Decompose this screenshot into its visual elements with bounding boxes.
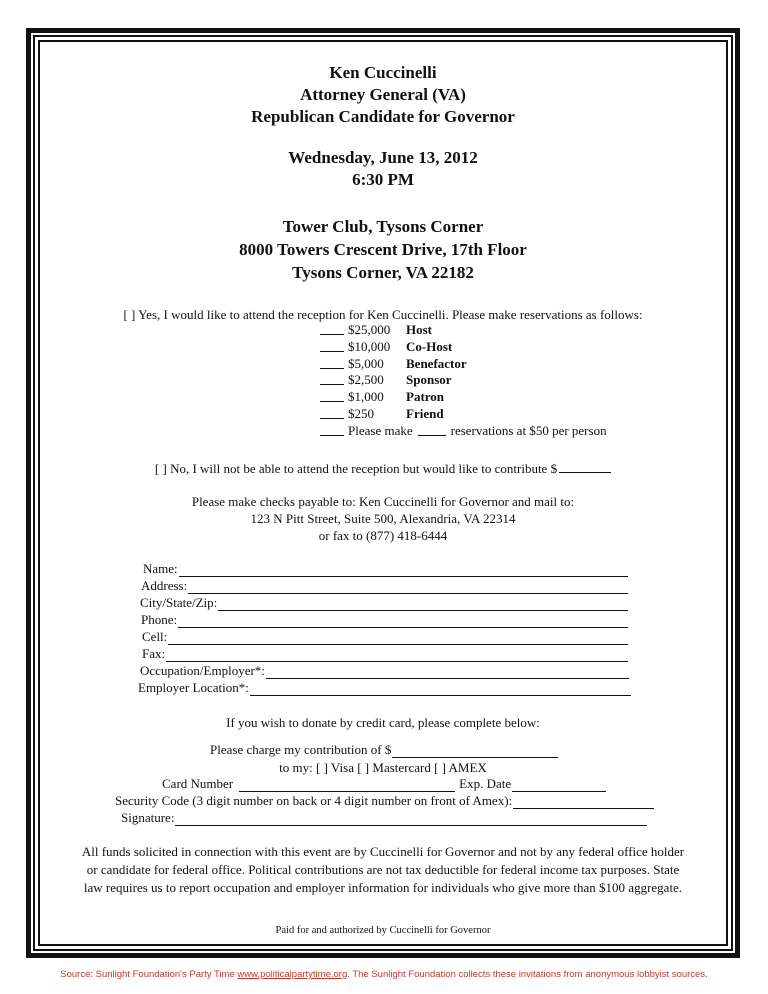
level-amount: $2,500 [348, 372, 384, 388]
source-attribution [0, 969, 768, 980]
occupation-employer-label: Occupation/Employer*: [140, 663, 265, 678]
rsvp-no-option[interactable] [40, 460, 726, 477]
address-field[interactable] [141, 578, 628, 594]
card-number-row [162, 776, 606, 792]
level-amount: $250 [348, 405, 374, 421]
level-row[interactable] [320, 372, 607, 389]
per-person-prefix: Please make [348, 422, 413, 438]
mail-address: 123 N Pitt Street, Suite 500, Alexandria, VA 22314 [250, 511, 516, 526]
candidate-candidacy: Republican Candidate for Governor [251, 107, 515, 126]
card-number-label: Card Number [162, 776, 234, 791]
level-row[interactable] [320, 389, 607, 406]
source-suffix: . The Sunlight Foundation collects these invitations from anonymous lobbyist sources. [347, 969, 708, 980]
signature-label: Signature: [121, 810, 175, 825]
checks-payable-line: Please make checks payable to: Ken Cuccinelli for Governor and mail to: [191, 494, 575, 509]
rsvp-no-text: [ ] No, I will not be able to attend the reception but would like to contribute $ [154, 461, 558, 476]
level-row[interactable] [320, 322, 607, 339]
level-name: Host [406, 322, 432, 337]
exp-date-label: Exp. Date [459, 776, 512, 791]
city-state-zip-label: City/State/Zip: [140, 595, 218, 610]
disclaimer-line-2: or candidate for federal office. Political contributions are not tax deductible for federal income tax purposes. State [86, 862, 680, 877]
paid-for-notice: Paid for and authorized by Cuccinelli for Governor [275, 925, 491, 936]
phone-field[interactable] [141, 612, 628, 628]
level-amount: $10,000 [348, 338, 391, 354]
card-number-blank[interactable] [239, 779, 455, 792]
legal-disclaimer [40, 843, 726, 897]
event-venue: Tower Club, Tysons Corner [282, 217, 484, 236]
credit-card-intro: If you wish to donate by credit card, please complete below: [226, 715, 540, 730]
employer-location-field[interactable] [138, 680, 631, 696]
signature-field[interactable] [121, 810, 647, 826]
card-type-options[interactable]: to my: [ ] Visa [ ] Mastercard [ ] AMEX [279, 760, 487, 775]
event-date: Wednesday, June 13, 2012 [288, 148, 478, 167]
level-name: Benefactor [406, 355, 467, 371]
name-field[interactable] [143, 561, 628, 577]
employer-location-label: Employer Location*: [138, 680, 249, 695]
disclaimer-line-1: All funds solicited in connection with this event are by Cuccinelli for Governor and not by any federal office holder [81, 844, 685, 859]
exp-date-blank[interactable] [512, 779, 606, 792]
per-person-suffix: reservations at $50 per person [450, 422, 607, 438]
fax-line: or fax to (877) 418-6444 [318, 528, 448, 543]
security-code-label: Security Code (3 digit number on back or 4 digit number on front of Amex): [115, 793, 513, 808]
charge-amount-field[interactable] [210, 742, 558, 758]
level-name: Sponsor [406, 372, 452, 388]
level-name: Friend [406, 405, 444, 421]
level-amount: $5,000 [348, 355, 384, 371]
source-link[interactable]: www.politicalpartytime.org [237, 969, 348, 980]
name-label: Name: [143, 561, 178, 576]
source-prefix: Source: Sunlight Foundation's Party Time [60, 969, 238, 980]
level-row[interactable] [320, 339, 607, 356]
level-name: Patron [406, 389, 445, 405]
sponsorship-levels [320, 322, 607, 440]
fax-label: Fax: [142, 646, 166, 661]
security-code-field[interactable] [115, 793, 654, 809]
reservation-count-blank[interactable] [418, 423, 446, 436]
city-state-zip-field[interactable] [140, 595, 628, 611]
charge-amount-label: Please charge my contribution of $ [210, 742, 392, 757]
level-row[interactable] [320, 406, 607, 423]
disclaimer-line-3: law requires us to report occupation and employer information for individuals who give more than $100 aggregate. [83, 880, 683, 895]
fax-field[interactable] [142, 646, 628, 662]
occupation-employer-field[interactable] [140, 663, 629, 679]
level-amount: $25,000 [348, 322, 391, 337]
level-row[interactable] [320, 356, 607, 373]
event-time: 6:30 PM [352, 170, 414, 189]
rsvp-yes-option[interactable]: [ ] Yes, I would like to attend the reception for Ken Cuccinelli. Please make reservations as follows: [123, 307, 643, 322]
invitation-header [40, 62, 726, 284]
event-city: Tysons Corner, VA 22182 [292, 263, 474, 282]
level-amount: $1,000 [348, 389, 384, 405]
contribution-blank[interactable] [559, 460, 611, 473]
candidate-office: Attorney General (VA) [300, 85, 466, 104]
address-label: Address: [141, 578, 188, 593]
per-person-row[interactable] [320, 423, 607, 440]
cell-label: Cell: [142, 629, 168, 644]
event-address: 8000 Towers Crescent Drive, 17th Floor [239, 240, 527, 259]
level-name: Co-Host [406, 338, 453, 354]
candidate-name: Ken Cuccinelli [329, 63, 437, 82]
cell-field[interactable] [142, 629, 628, 645]
phone-label: Phone: [141, 612, 178, 627]
